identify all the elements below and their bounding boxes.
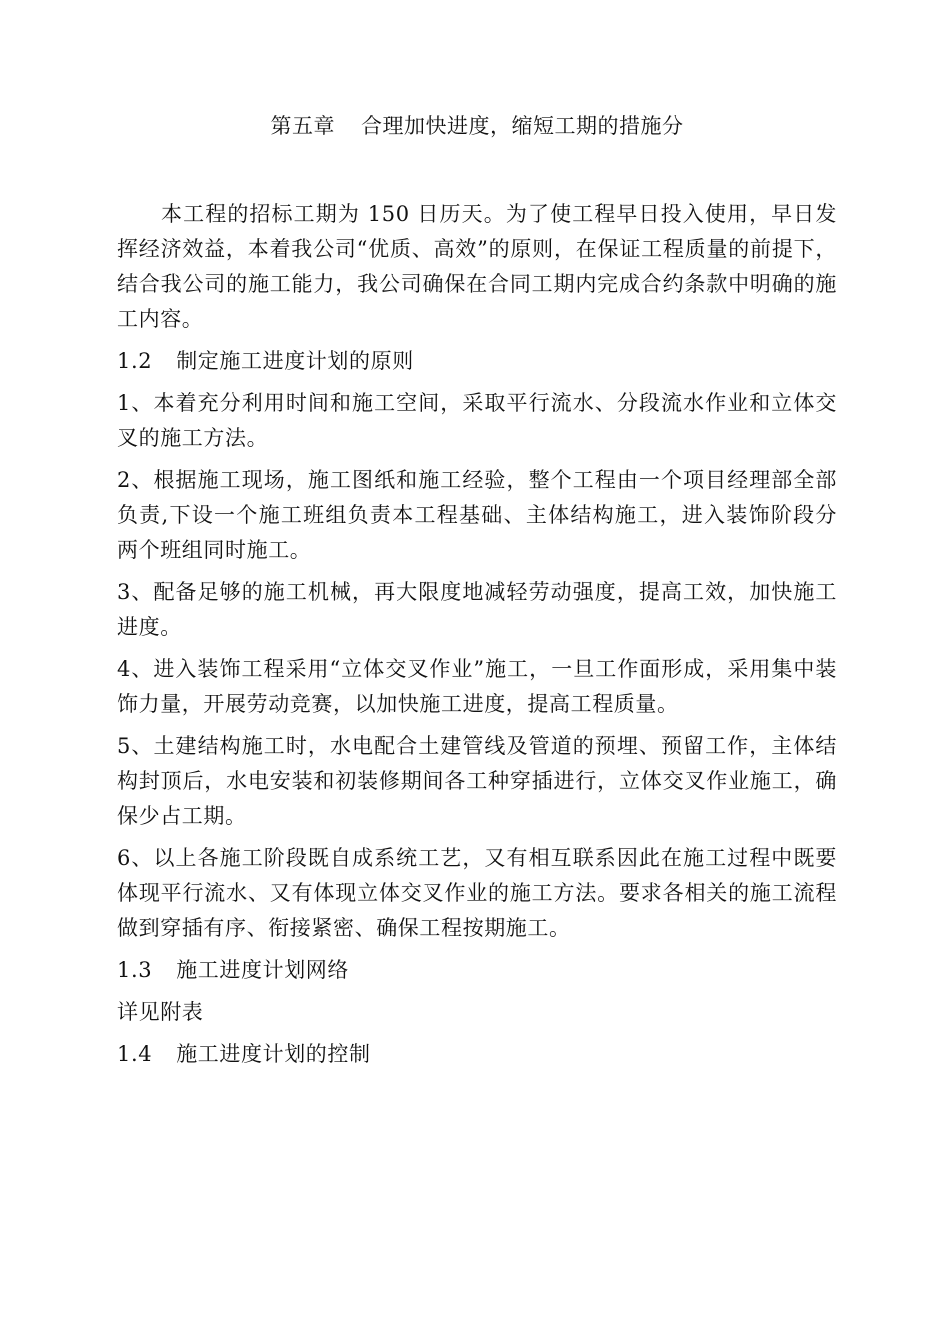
section-heading-1-4 (117, 1030, 837, 1072)
section-title: 制定施工进度计划的原则 (176, 349, 414, 373)
chapter-number: 第五章 (270, 114, 335, 138)
section-1-3-body: 详见附表 (117, 1000, 204, 1024)
section-title: 施工进度计划网络 (176, 958, 350, 982)
principle-item-2: 2、根据施工现场，施工图纸和施工经验，整个工程由一个项目经理部全部负责,下设一个施工班组负责本工程基础、主体结构施工，进入装饰阶段分两个班组同时施工。 (117, 468, 837, 562)
principle-item-1: 1、本着充分利用时间和施工空间，采取平行流水、分段流水作业和立体交叉的施工方法。 (117, 391, 837, 450)
section-heading-1-3 (117, 946, 837, 988)
intro-paragraph: 本工程的招标工期为 150 日历天。为了使工程早日投入使用，早日发挥经济效益，本着我公司“优质、高效”的原则，在保证工程质量的前提下，结合我公司的施工能力，我公司确保在合同工期内完成合约条款中明确的施工内容。 (117, 202, 837, 331)
principle-item-3: 3、配备足够的施工机械，再大限度地减轻劳动强度，提高工效，加快施工进度。 (117, 580, 837, 639)
section-heading-1-2 (117, 337, 837, 379)
principle-item-5: 5、土建结构施工时，水电配合土建管线及管道的预埋、预留工作，主体结构封顶后，水电安装和初装修期间各工种穿插进行，立体交叉作业施工，确保少占工期。 (117, 734, 837, 828)
chapter-title (117, 104, 837, 148)
section-number: 1.4 (117, 1042, 153, 1066)
section-number: 1.3 (117, 958, 153, 982)
section-title: 施工进度计划的控制 (176, 1042, 371, 1066)
document-page (117, 104, 837, 1072)
principle-item-6: 6、以上各施工阶段既自成系统工艺，又有相互联系因此在施工过程中既要体现平行流水、又有体现立体交叉作业的施工方法。要求各相关的施工流程做到穿插有序、衔接紧密、确保工程按期施工。 (117, 846, 837, 940)
principle-item-4: 4、进入装饰工程采用“立体交叉作业”施工，一旦工作面形成，采用集中装饰力量，开展劳动竞赛，以加快施工进度，提高工程质量。 (117, 657, 837, 716)
chapter-title-text: 合理加快进度，缩短工期的措施分 (361, 114, 684, 138)
section-number: 1.2 (117, 349, 153, 373)
